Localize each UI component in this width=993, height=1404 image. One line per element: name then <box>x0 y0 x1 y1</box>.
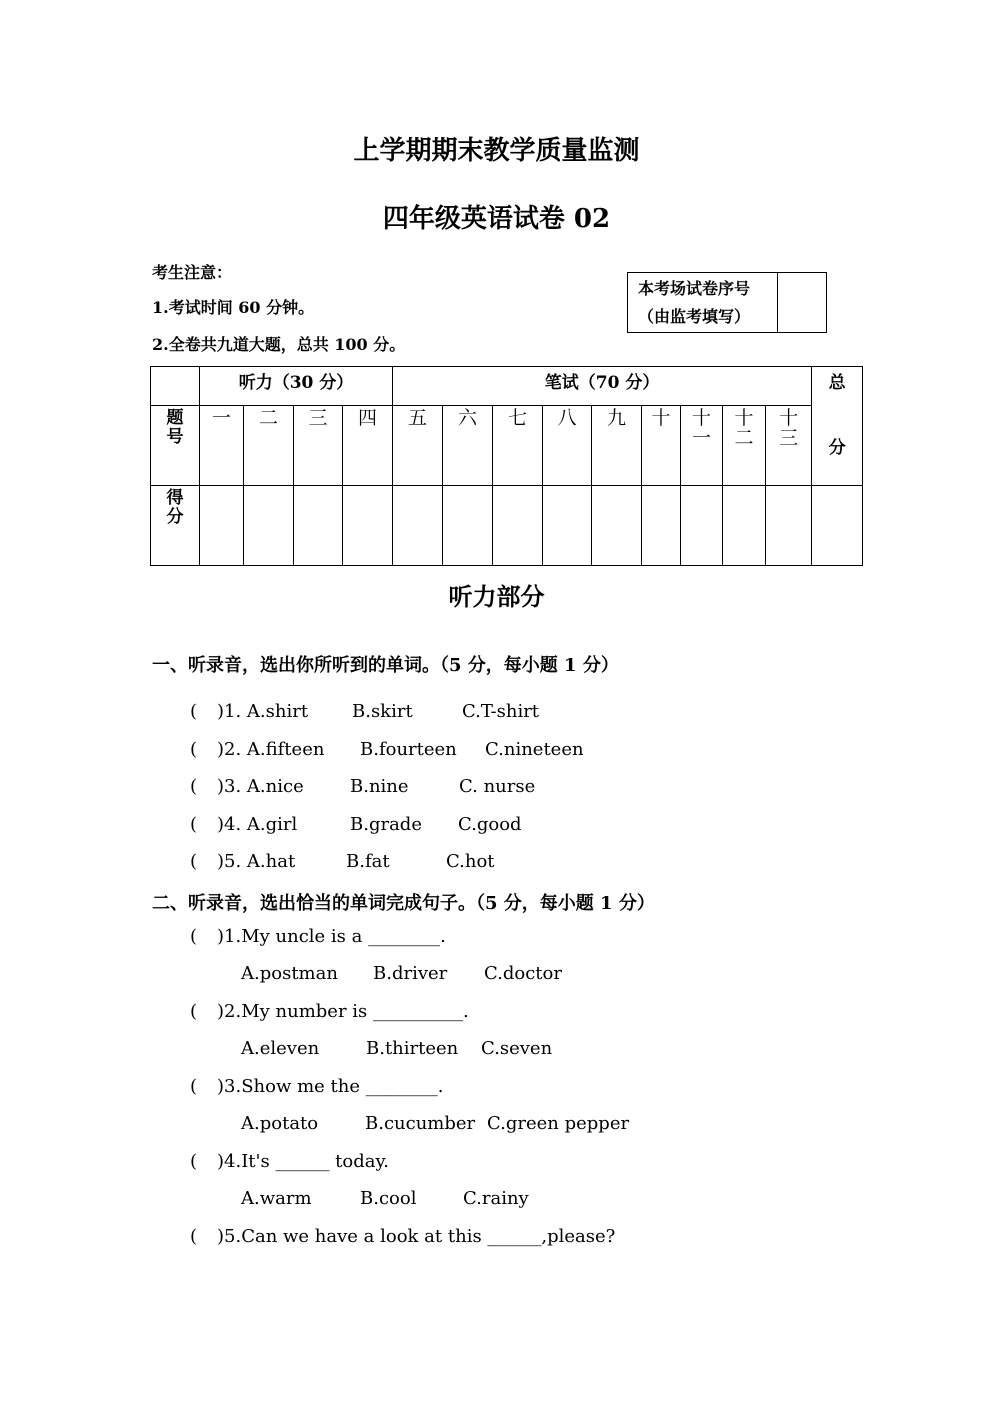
option-c: C.rainy <box>463 1188 529 1209</box>
option-b: B.grade <box>350 814 422 835</box>
question-number-cell: 十 二 <box>723 406 766 486</box>
option-c: C.good <box>458 814 522 835</box>
option-b: B.fourteen <box>360 739 457 760</box>
option-a: A.eleven <box>241 1038 320 1059</box>
option-c: C.seven <box>481 1038 553 1059</box>
score-cell[interactable] <box>543 486 592 566</box>
option-c: C.nineteen <box>485 739 584 760</box>
score-cell[interactable] <box>294 486 343 566</box>
answer-bracket[interactable]: ( <box>190 739 198 760</box>
question-number-cell: 十 一 <box>681 406 723 486</box>
option-c: C.T-shirt <box>462 701 540 722</box>
question-number-cell: 九 <box>592 406 642 486</box>
answer-bracket[interactable]: ( <box>190 1001 198 1022</box>
table-corner-cell <box>151 367 200 406</box>
score-cell[interactable] <box>723 486 766 566</box>
question-number-cell: 四 <box>343 406 393 486</box>
option-b: B.fat <box>346 851 390 872</box>
total-header <box>812 367 863 486</box>
answer-bracket[interactable]: ( <box>190 776 198 797</box>
answer-bracket[interactable]: ( <box>190 1076 198 1097</box>
score-cell[interactable] <box>766 486 812 566</box>
option-a: A.potato <box>241 1113 319 1134</box>
seat-number-label-line1: 本考场试卷序号 <box>638 279 751 298</box>
question-number-cell: 八 <box>543 406 592 486</box>
option-c: C.doctor <box>484 963 562 984</box>
total-score-cell[interactable] <box>812 486 863 566</box>
answer-bracket[interactable]: ( <box>190 814 198 835</box>
score-cell[interactable] <box>343 486 393 566</box>
option-a: )3. A.nice <box>217 776 304 797</box>
seat-number-box <box>627 272 827 333</box>
question-number-cell: 七 <box>493 406 543 486</box>
question-stem: )3.Show me the ________. <box>217 1076 444 1097</box>
seat-number-label <box>628 273 778 332</box>
answer-bracket[interactable]: ( <box>190 1226 198 1247</box>
question-number-cell: 十 <box>642 406 681 486</box>
score-table <box>150 366 863 566</box>
part1-heading: 一、听录音，选出你所听到的单词。（5 分，每小题 1 分） <box>152 655 619 676</box>
option-a: A.warm <box>241 1188 312 1209</box>
listening-header: 听力（30 分） <box>200 367 393 406</box>
question-stem: )5.Can we have a look at this ______,please? <box>217 1226 616 1247</box>
question-number-label: 题 号 <box>151 406 200 486</box>
score-cell[interactable] <box>493 486 543 566</box>
notes-line-1: 1.考试时间 60 分钟。 <box>152 298 315 317</box>
answer-bracket[interactable]: ( <box>190 701 198 722</box>
option-a: )1. A.shirt <box>217 701 309 722</box>
seat-number-label-line2: （由监考填写） <box>638 307 751 326</box>
exam-title: 上学期期末教学质量监测 <box>353 136 640 166</box>
question-stem: )4.It's ______ today. <box>217 1151 389 1172</box>
score-label: 得 分 <box>151 486 200 566</box>
option-a: )2. A.fifteen <box>217 739 325 760</box>
option-b: B.driver <box>373 963 448 984</box>
answer-bracket[interactable]: ( <box>190 926 198 947</box>
option-c: C.hot <box>446 851 495 872</box>
score-cell[interactable] <box>681 486 723 566</box>
option-c: C. nurse <box>459 776 536 797</box>
listening-section-title: 听力部分 <box>448 582 545 611</box>
option-a: )5. A.hat <box>217 851 296 872</box>
total-header-bottom: 分 <box>828 438 846 458</box>
question-number-cell: 六 <box>443 406 493 486</box>
question-number-cell: 一 <box>200 406 244 486</box>
answer-bracket[interactable]: ( <box>190 851 198 872</box>
question-number-cell: 二 <box>244 406 294 486</box>
option-b: B.cucumber <box>365 1113 476 1134</box>
option-b: B.nine <box>350 776 409 797</box>
question-number-cell: 十 三 <box>766 406 812 486</box>
written-header: 笔试（70 分） <box>393 367 812 406</box>
option-c: C.green pepper <box>487 1113 630 1134</box>
option-a: )4. A.girl <box>217 814 298 835</box>
score-cell[interactable] <box>393 486 443 566</box>
option-b: B.thirteen <box>366 1038 459 1059</box>
part2-heading: 二、听录音，选出恰当的单词完成句子。（5 分，每小题 1 分） <box>152 893 655 914</box>
option-b: B.cool <box>360 1188 417 1209</box>
notes-line-2: 2.全卷共九道大题，总共 100 分。 <box>152 335 406 354</box>
score-cell[interactable] <box>443 486 493 566</box>
question-number-cell: 三 <box>294 406 343 486</box>
question-number-cell: 五 <box>393 406 443 486</box>
question-stem: )1.My uncle is a ________. <box>217 926 446 947</box>
score-cell[interactable] <box>200 486 244 566</box>
score-cell[interactable] <box>592 486 642 566</box>
notes-heading: 考生注意： <box>152 263 233 282</box>
score-cell[interactable] <box>642 486 681 566</box>
option-a: A.postman <box>241 963 338 984</box>
exam-subtitle: 四年级英语试卷 02 <box>382 204 611 234</box>
total-header-top: 总 <box>828 373 846 393</box>
score-cell[interactable] <box>244 486 294 566</box>
question-stem: )2.My number is __________. <box>217 1001 469 1022</box>
answer-bracket[interactable]: ( <box>190 1151 198 1172</box>
option-b: B.skirt <box>352 701 413 722</box>
